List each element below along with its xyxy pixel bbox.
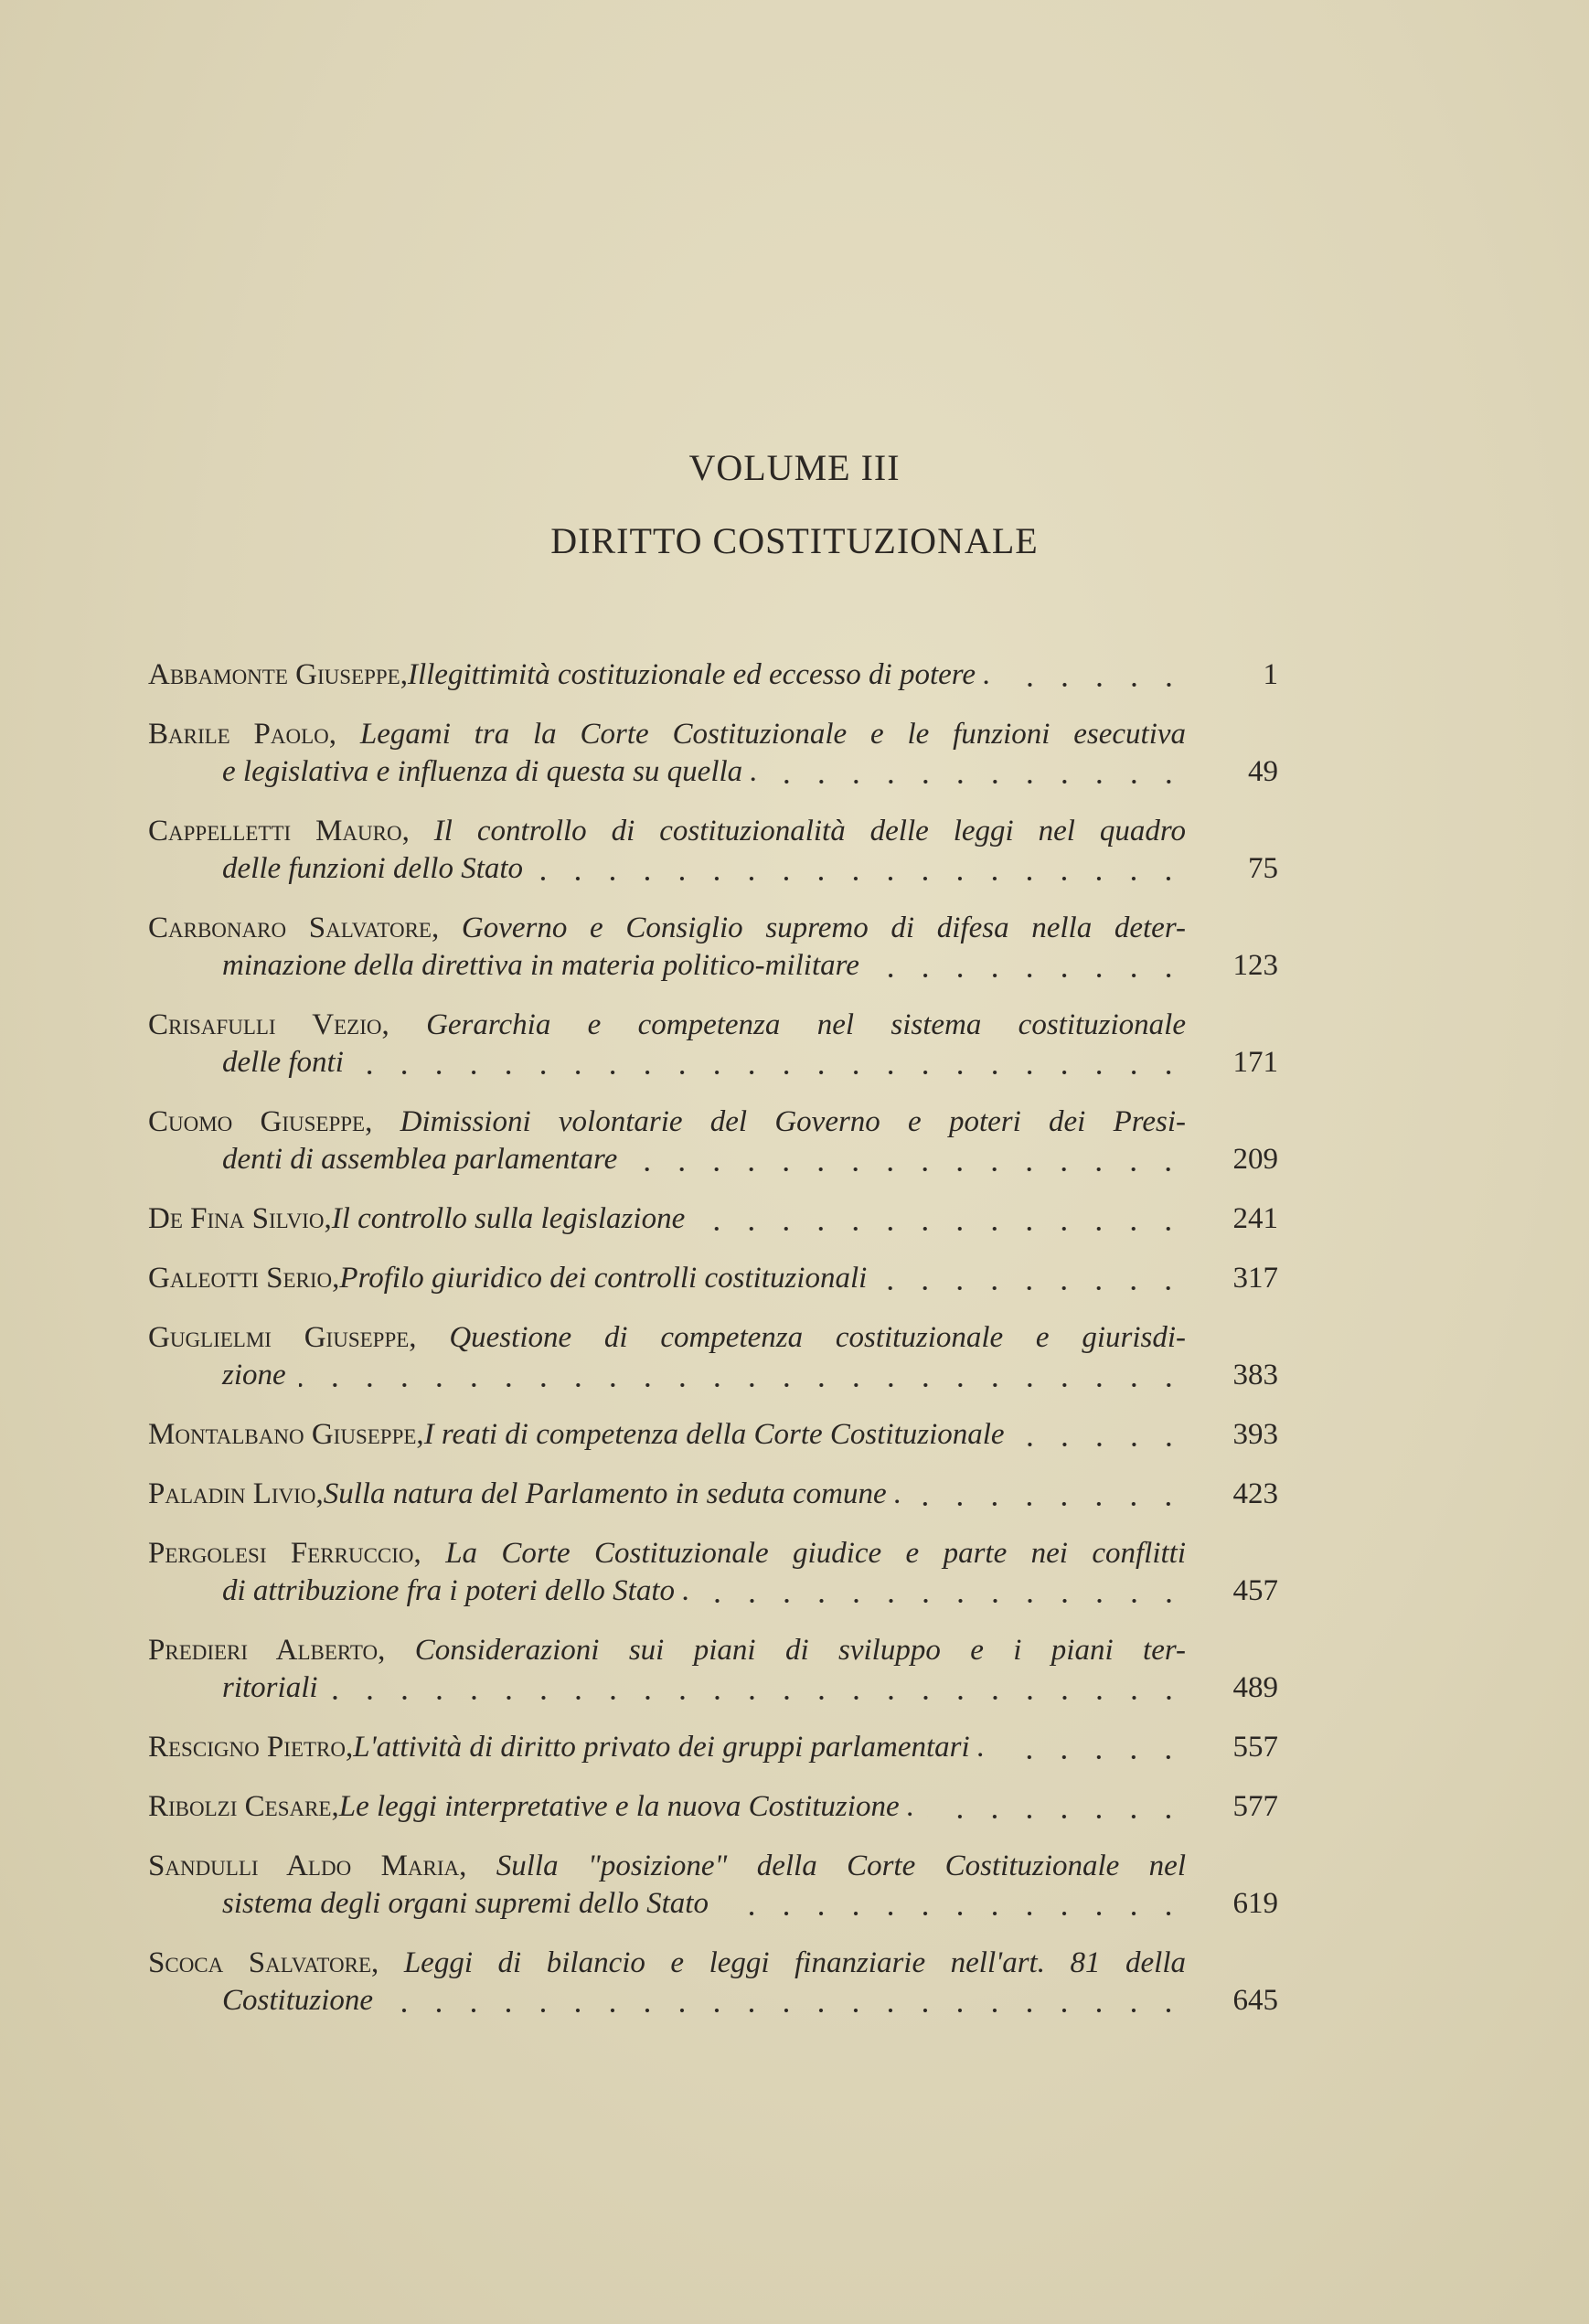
dot-leader (1004, 682, 1186, 688)
entry-author: Abbamonte Giuseppe, (148, 658, 408, 691)
entry-page-number: 619 (1232, 1887, 1278, 1920)
entry-title: Il controllo di costituzionalità delle leggi nel quadro (433, 815, 1187, 848)
entry-title-continued: denti di assemblea parlamentare (222, 1143, 618, 1176)
entry-line (148, 1632, 1186, 1669)
entry-title: Sulla "posizione" della Corte Costituzionale nel (496, 1850, 1186, 1882)
entry-text (148, 1729, 1186, 1766)
entry-page-number: 577 (1232, 1790, 1278, 1823)
entry-page-number: 123 (1232, 949, 1278, 982)
entry-author: Guglielmi Giuseppe, (148, 1321, 417, 1354)
dot-leader (630, 1167, 1186, 1172)
dot-leader (1018, 1442, 1186, 1447)
toc-entry (148, 1416, 1278, 1454)
toc-entry (148, 910, 1278, 985)
entry-author: Barile Paolo, (148, 718, 337, 751)
entry-text (148, 1416, 1186, 1454)
entry-page-number: 171 (1232, 1046, 1278, 1079)
toc-entry (148, 1788, 1278, 1826)
dot-leader (721, 1911, 1186, 1916)
entry-author: Ribolzi Cesare, (148, 1790, 339, 1823)
entry-line (148, 850, 1186, 888)
entry-title: Questione di competenza costituzionale e giurisdi- (449, 1321, 1187, 1354)
entry-page-number: 393 (1232, 1418, 1278, 1451)
toc-entry (148, 1103, 1278, 1178)
entry-line (148, 1982, 1186, 2020)
toc-entry (148, 1945, 1278, 2020)
entry-author: Predieri Alberto, (148, 1634, 386, 1667)
entry-line (148, 1319, 1186, 1357)
entry-page-number: 317 (1232, 1262, 1278, 1295)
entry-title-continued: sistema degli organi supremi dello Stato (222, 1887, 709, 1920)
entry-line (148, 1572, 1186, 1610)
entry-text (148, 1632, 1186, 1707)
toc-entry (148, 1632, 1278, 1707)
table-of-contents (148, 656, 1278, 2041)
entry-title: Illegittimità costituzionale ed eccesso di potere . (407, 658, 991, 691)
entry-line (148, 1044, 1186, 1082)
dot-leader (927, 1814, 1186, 1819)
entry-line (148, 1535, 1186, 1572)
entry-line (148, 1200, 1186, 1238)
entry-line (148, 1788, 1186, 1826)
entry-line (148, 1476, 1186, 1513)
entry-line (148, 813, 1186, 850)
entry-line (148, 1669, 1186, 1707)
entry-page-number: 423 (1232, 1477, 1278, 1510)
entry-page-number: 457 (1232, 1574, 1278, 1607)
entry-line (148, 753, 1186, 791)
toc-entry (148, 716, 1278, 791)
entry-text (148, 813, 1186, 888)
entry-author: Rescigno Pietro, (148, 1731, 354, 1764)
entry-line (148, 1007, 1186, 1044)
entry-page-number: 75 (1248, 852, 1278, 885)
entry-line (148, 1103, 1186, 1141)
entry-title: Profilo giuridico dei controlli costituzionali (339, 1262, 868, 1295)
subject-heading: DIRITTO COSTITUZIONALE (550, 520, 1039, 561)
volume-heading: VOLUME III (688, 447, 901, 488)
entry-title: Gerarchia e competenza nel sistema costituzionale (426, 1008, 1186, 1041)
entry-title: Dimissioni volontarie del Governo e poteri dei Presi- (400, 1105, 1186, 1138)
entry-text (148, 1319, 1186, 1394)
entry-page-number: 49 (1248, 755, 1278, 788)
entry-text (148, 1200, 1186, 1238)
dot-leader (386, 2008, 1186, 2013)
entry-title-continued: Costituzione (222, 1984, 374, 2017)
entry-text (148, 716, 1186, 791)
entry-title: Il controllo sulla legislazione (331, 1202, 686, 1235)
entry-title: I reati di competenza della Corte Costituzionale (423, 1418, 1005, 1451)
entry-line (148, 656, 1186, 694)
dot-leader (299, 1382, 1186, 1388)
toc-entry (148, 1007, 1278, 1082)
entry-page-number: 645 (1232, 1984, 1278, 2017)
toc-entry (148, 1848, 1278, 1923)
entry-title: Leggi di bilancio e leggi finanziarie nell'art. 81 della (403, 1946, 1187, 1979)
entry-title: Le leggi interpretative e la nuova Costituzione . (338, 1790, 915, 1823)
entry-line (148, 947, 1186, 985)
entry-author: Pergolesi Ferruccio, (148, 1537, 421, 1570)
dot-leader (880, 1285, 1186, 1291)
entry-author: Crisafulli Vezio, (148, 1008, 389, 1041)
entry-page-number: 209 (1232, 1143, 1278, 1176)
dot-leader (997, 1754, 1186, 1760)
entry-text (148, 1476, 1186, 1513)
entry-page-number: 489 (1232, 1671, 1278, 1704)
toc-entry (148, 1200, 1278, 1238)
dot-leader (872, 973, 1186, 978)
entry-title: Legami tra la Corte Costituzionale e le funzioni esecutiva (359, 718, 1187, 751)
toc-entry (148, 1729, 1278, 1766)
dot-leader (771, 779, 1186, 784)
entry-author: Sandulli Aldo Maria, (148, 1850, 467, 1882)
dot-leader (914, 1501, 1186, 1507)
entry-title: L'attività di diritto privato dei gruppi parlamentari . (353, 1731, 986, 1764)
entry-page-number: 1 (1263, 658, 1278, 691)
entry-author: Montalbano Giuseppe, (148, 1418, 424, 1451)
entry-title-continued: delle fonti (222, 1046, 344, 1079)
toc-entry (148, 1476, 1278, 1513)
entry-line (148, 1945, 1186, 1982)
entry-text (148, 1260, 1186, 1297)
entry-line (148, 716, 1186, 753)
entry-line (148, 1848, 1186, 1885)
entry-title: Sulla natura del Parlamento in seduta comune . (323, 1477, 902, 1510)
entry-author: De Fina Silvio, (148, 1202, 332, 1235)
entry-page-number: 383 (1232, 1359, 1278, 1391)
entry-title-continued: delle funzioni dello Stato (222, 852, 524, 885)
toc-entry (148, 813, 1278, 888)
toc-entry (148, 1260, 1278, 1297)
entry-line (148, 1729, 1186, 1766)
entry-author: Cappelletti Mauro, (148, 815, 410, 848)
entry-title-continued: zione (222, 1359, 286, 1391)
entry-text (148, 1535, 1186, 1610)
dot-leader (357, 1070, 1186, 1075)
entry-author: Paladin Livio, (148, 1477, 324, 1510)
entry-text (148, 1103, 1186, 1178)
entry-line (148, 910, 1186, 947)
entry-title: La Corte Costituzionale giudice e parte nei conflitti (445, 1537, 1186, 1570)
entry-text (148, 910, 1186, 985)
toc-entry (148, 1535, 1278, 1610)
dot-leader (331, 1695, 1186, 1700)
entry-text (148, 1788, 1186, 1826)
entry-page-number: 241 (1232, 1202, 1278, 1235)
entry-title-continued: di attribuzione fra i poteri dello Stato . (222, 1574, 690, 1607)
dot-leader (536, 876, 1186, 881)
entry-text (148, 1848, 1186, 1923)
entry-author: Cuomo Giuseppe, (148, 1105, 373, 1138)
entry-author: Carbonaro Salvatore, (148, 911, 440, 944)
entry-line (148, 1885, 1186, 1923)
entry-page-number: 557 (1232, 1731, 1278, 1764)
entry-author: Galeotti Serio, (148, 1262, 340, 1295)
entry-title-continued: minazione della direttiva in materia politico-militare (222, 949, 859, 982)
entry-title: Considerazioni sui piani di sviluppo e i piani ter- (414, 1634, 1187, 1667)
dot-leader (703, 1598, 1187, 1604)
entry-title-continued: e legislativa e influenza di questa su quella . (222, 755, 758, 788)
entry-text (148, 656, 1186, 694)
entry-title: Governo e Consiglio supremo di difesa nella deter- (461, 911, 1186, 944)
dot-leader (698, 1226, 1186, 1231)
entry-text (148, 1945, 1186, 2020)
entry-line (148, 1260, 1186, 1297)
toc-entry (148, 656, 1278, 694)
entry-title-continued: ritoriali (222, 1671, 318, 1704)
entry-line (148, 1416, 1186, 1454)
entry-text (148, 1007, 1186, 1082)
entry-line (148, 1357, 1186, 1394)
entry-line (148, 1141, 1186, 1178)
toc-entry (148, 1319, 1278, 1394)
entry-author: Scoca Salvatore, (148, 1946, 379, 1979)
